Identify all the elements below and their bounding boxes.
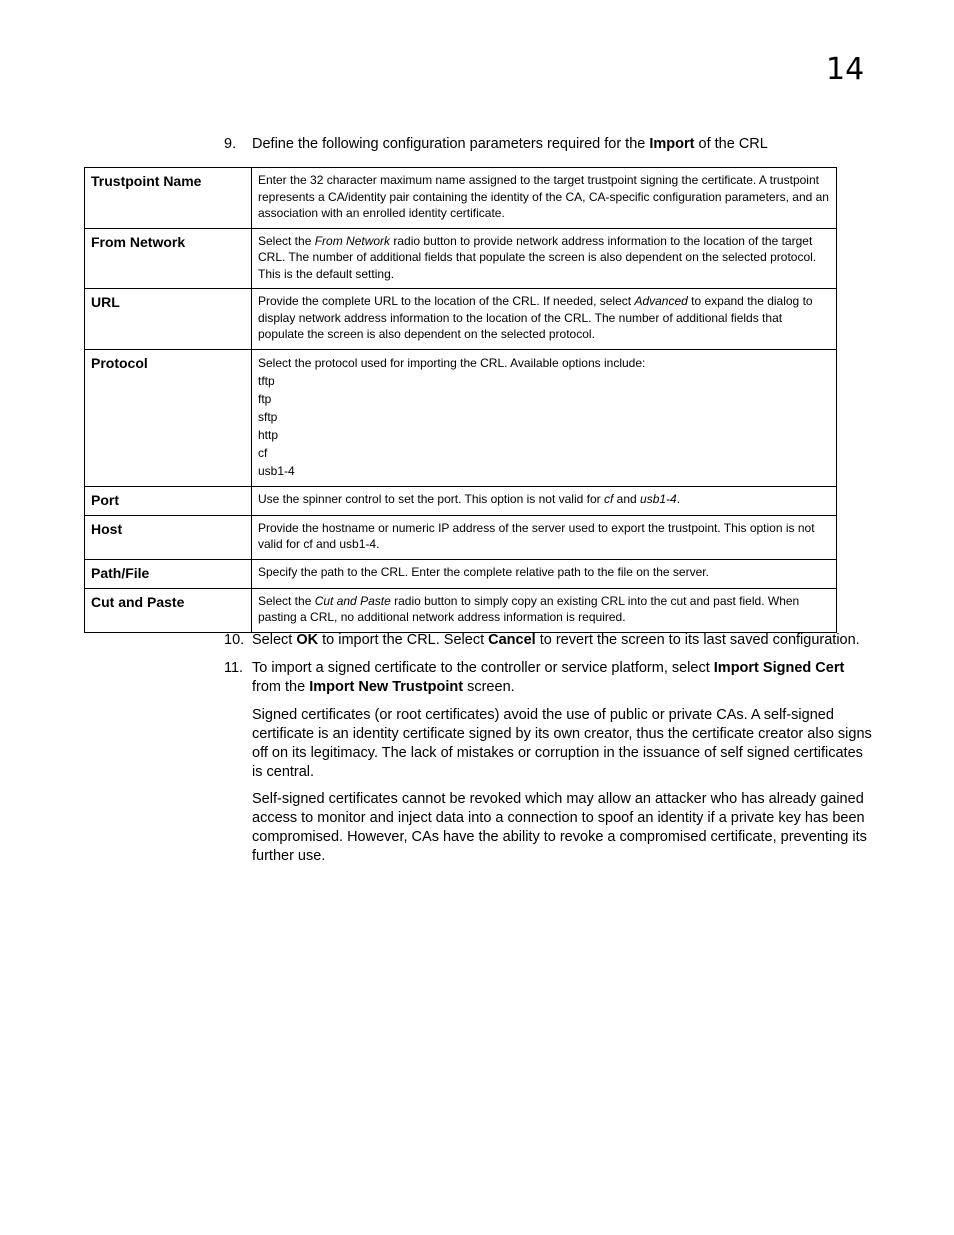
param-name: Trustpoint Name xyxy=(85,168,252,229)
step-text: To import a signed certificate to the controller or service platform, select Import Signed Cert from the Import New Trustpoint screen. xyxy=(252,660,845,695)
param-name: URL xyxy=(85,289,252,350)
step-number: 11. xyxy=(224,660,244,676)
param-description: Select the Cut and Paste radio button to simply copy an existing CRL into the cut and past field. When pasting a CRL, no additional network address information is required. xyxy=(252,588,837,632)
param-description: Provide the complete URL to the location of the CRL. If needed, select Advanced to expand the dialog to display network address information to the location of the CRL. The number of additional fields that populate the screen is also dependent on the selected protocol. xyxy=(252,289,837,350)
param-description: Select the protocol used for importing the CRL. Available options include: tftp ftp sftp http cf usb1-4 xyxy=(252,349,837,486)
table-row xyxy=(85,588,837,632)
protocol-option: usb1-4 xyxy=(258,463,295,478)
param-name: From Network xyxy=(85,228,252,289)
param-name: Port xyxy=(85,486,252,515)
protocol-option: cf xyxy=(258,445,268,460)
protocol-option: http xyxy=(258,427,279,442)
table-row xyxy=(85,289,837,350)
param-name: Protocol xyxy=(85,349,252,486)
table-row xyxy=(85,349,837,486)
table-row xyxy=(85,168,837,229)
paragraph-self-signed-revocation: Self-signed certificates cannot be revoked which may allow an attacker who has already gained access to monitor and inject data into a connection to spoof an identity if a private key has been compromised. However, CAs have the ability to revoke a compromised certificate, preventing its further use. xyxy=(252,791,867,864)
protocol-option: sftp xyxy=(258,409,278,424)
chapter-number: 14 xyxy=(826,52,865,87)
step-number: 10. xyxy=(224,632,245,648)
param-name: Host xyxy=(85,515,252,559)
param-description: Specify the path to the CRL. Enter the complete relative path to the file on the server. xyxy=(252,559,837,588)
table-row xyxy=(85,515,837,559)
parameters-table xyxy=(84,167,837,633)
param-name: Cut and Paste xyxy=(85,588,252,632)
protocol-option: tftp xyxy=(258,373,275,388)
param-description: Select the From Network radio button to provide network address information to the location of the target CRL. The number of additional fields that populate the screen is also dependent on the selected protocol. This is the default setting. xyxy=(252,228,837,289)
ok-term: OK xyxy=(296,632,319,648)
step-text: Define the following configuration parameters required for the Import of the CRL xyxy=(252,136,768,152)
paragraph-signed-certificates: Signed certificates (or root certificates) avoid the use of public or private CAs. A self-signed certificate is an identity certificate signed by its own creator, thus the certificate creator also signs off on its legitimacy. The lack of mistakes or corruption in the issuance of self signed certificates is central. xyxy=(252,707,872,780)
bold-term: Import xyxy=(649,136,695,152)
step-11 xyxy=(224,659,884,699)
step-text: Select OK to import the CRL. Select Cancel to revert the screen to its last saved configuration. xyxy=(252,632,860,648)
param-description: Provide the hostname or numeric IP address of the server used to export the trustpoint. This option is not valid for cf and usb1-4. xyxy=(252,515,837,559)
import-signed-cert-term: Import Signed Cert xyxy=(713,660,845,676)
protocol-option: ftp xyxy=(258,391,272,406)
table-row xyxy=(85,559,837,588)
param-description: Use the spinner control to set the port. This option is not valid for cf and usb1-4. xyxy=(252,486,837,515)
param-name: Path/File xyxy=(85,559,252,588)
import-new-trustpoint-term: Import New Trustpoint xyxy=(309,679,464,695)
table-row xyxy=(85,486,837,515)
table-row xyxy=(85,228,837,289)
cancel-term: Cancel xyxy=(488,632,536,648)
step-number: 9. xyxy=(224,136,237,152)
param-description: Enter the 32 character maximum name assigned to the target trustpoint signing the certificate. A trustpoint represents a CA/identity pair containing the identity of the CA, CA-specific configuration parameters, and an association with an enrolled identity certificate. xyxy=(252,168,837,229)
